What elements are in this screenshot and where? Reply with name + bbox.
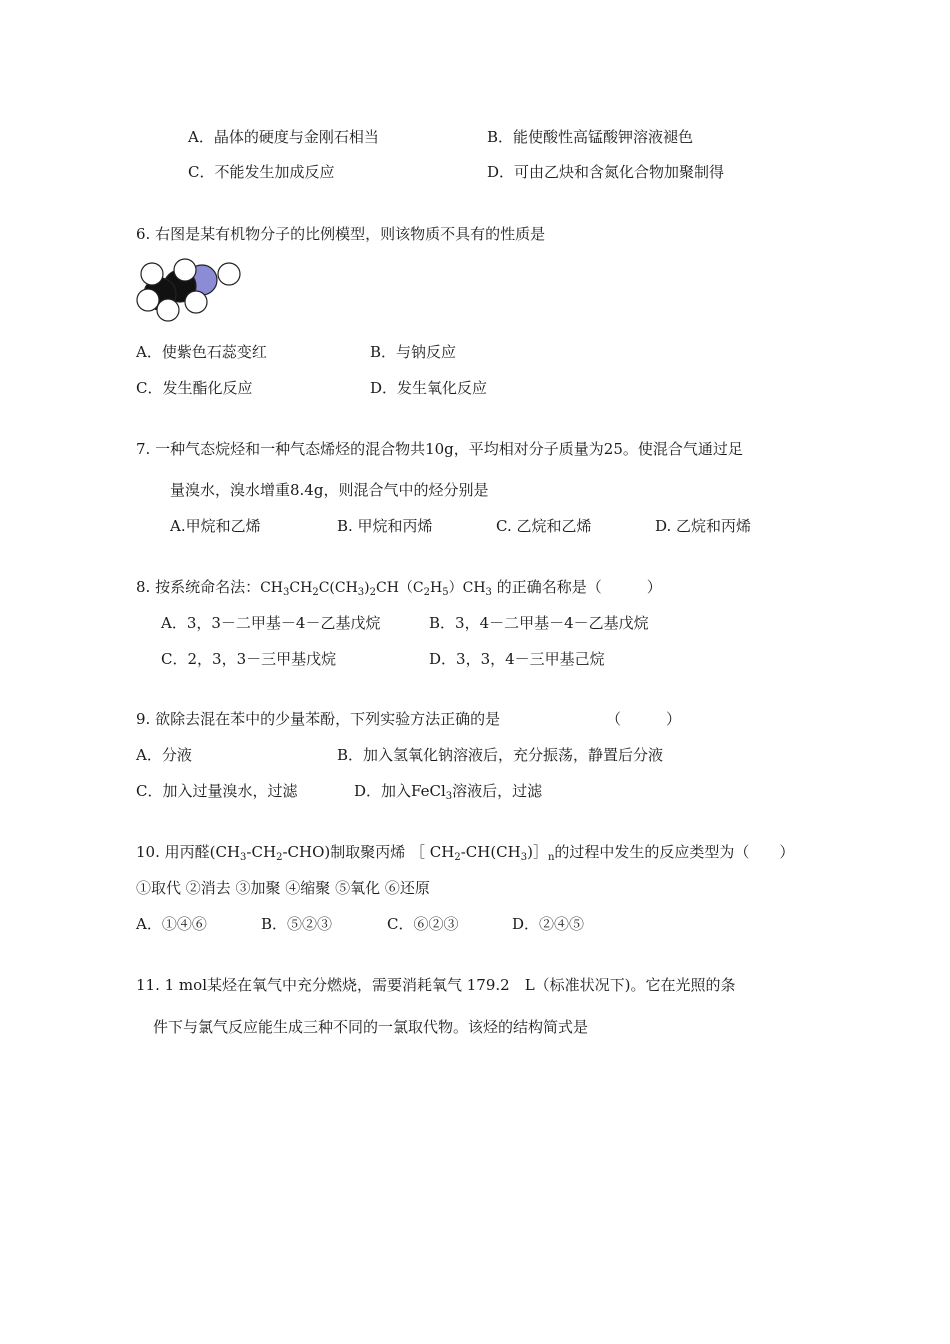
q8-stem: 8. 按系统命名法：$CH_3CH_2C(CH_3)_2CH(C_2H_5)CH_3$ 的正确名称是（ ） [136,578,662,598]
hydrogen-atom [157,299,179,321]
q9-option-c: C．加入过量溴水，过滤 [136,782,298,800]
molecule-model-image [136,258,246,322]
q7-stem-line2: 量溴水，溴水增重8.4g，则混合气中的烃分别是 [170,481,489,499]
q6-stem: 6. 右图是某有机物分子的比例模型，则该物质不具有的性质是 [136,225,546,243]
q11-stem-line2: 件下与氯气反应能生成三种不同的一氯取代物。该烃的结构简式是 [153,1018,589,1036]
q5-option-b: B．能使酸性高锰酸钾溶液褪色 [487,128,694,146]
q10-option-b: B．⑤②③ [261,915,333,933]
q7-stem-line1: 7. 一种气态烷烃和一种气态烯烃的混合物共10g，平均相对分子质量为25。使混合气通过足 [136,440,743,458]
q7-option-b: B. 甲烷和丙烯 [337,517,433,535]
q7-option-a: A.甲烷和乙烯 [170,517,261,535]
hydrogen-atom [185,291,207,313]
q10-reaction-types: ①取代 ②消去 ③加聚 ④缩聚 ⑤氧化 ⑥还原 [136,879,430,897]
q6-option-b: B．与钠反应 [370,343,457,361]
hydrogen-atom [174,259,196,281]
q8-option-d: D．3，3，4－三甲基己烷 [429,650,605,668]
q9-option-d: D．加入FeCl$_3$溶液后，过滤 [354,782,543,802]
q9-option-b: B．加入氢氧化钠溶液后，充分振荡，静置后分液 [337,746,664,764]
q6-option-d: D．发生氧化反应 [370,379,488,397]
q5-option-d: D．可由乙炔和含氮化合物加聚制得 [487,163,725,181]
q9-answer-paren: （ ） [606,710,682,728]
q5-option-c: C．不能发生加成反应 [188,163,335,181]
q10-stem: 10. 用丙醛$(CH_3-CH_2-CHO)$制取聚丙烯 ［ $CH_2-CH(CH_3)]_n$的过程中发生的反应类型为（ ） [136,843,795,863]
q9-stem: 9. 欲除去混在苯中的少量苯酚，下列实验方法正确的是 [136,710,501,728]
hydrogen-atom [141,263,163,285]
q8-formula: $CH_3CH_2C(CH_3)_2CH(C_2H_5)CH_3$ [260,580,492,598]
q8-option-c: C．2，3，3－三甲基戊烷 [161,650,337,668]
q7-option-d: D. 乙烷和丙烯 [655,517,752,535]
q5-option-a: A．晶体的硬度与金刚石相当 [188,128,379,146]
q11-stem-line1: 11. 1 mol某烃在氧气中充分燃烧，需要消耗氧气 179.2 L（标准状况下)。它在光照的条 [136,976,736,994]
q8-option-a: A．3，3－二甲基－4－乙基戊烷 [161,614,381,632]
q10-option-a: A．①④⑥ [136,915,207,933]
hydrogen-atom [137,289,159,311]
q10-option-c: C．⑥②③ [387,915,459,933]
hydrogen-atom [218,263,240,285]
q10-option-d: D．②④⑤ [512,915,585,933]
q9-option-a: A．分液 [136,746,192,764]
q6-option-c: C．发生酯化反应 [136,379,253,397]
q7-option-c: C. 乙烷和乙烯 [496,517,592,535]
q8-option-b: B．3，4－二甲基－4－乙基戊烷 [429,614,649,632]
q6-option-a: A．使紫色石蕊变红 [136,343,267,361]
